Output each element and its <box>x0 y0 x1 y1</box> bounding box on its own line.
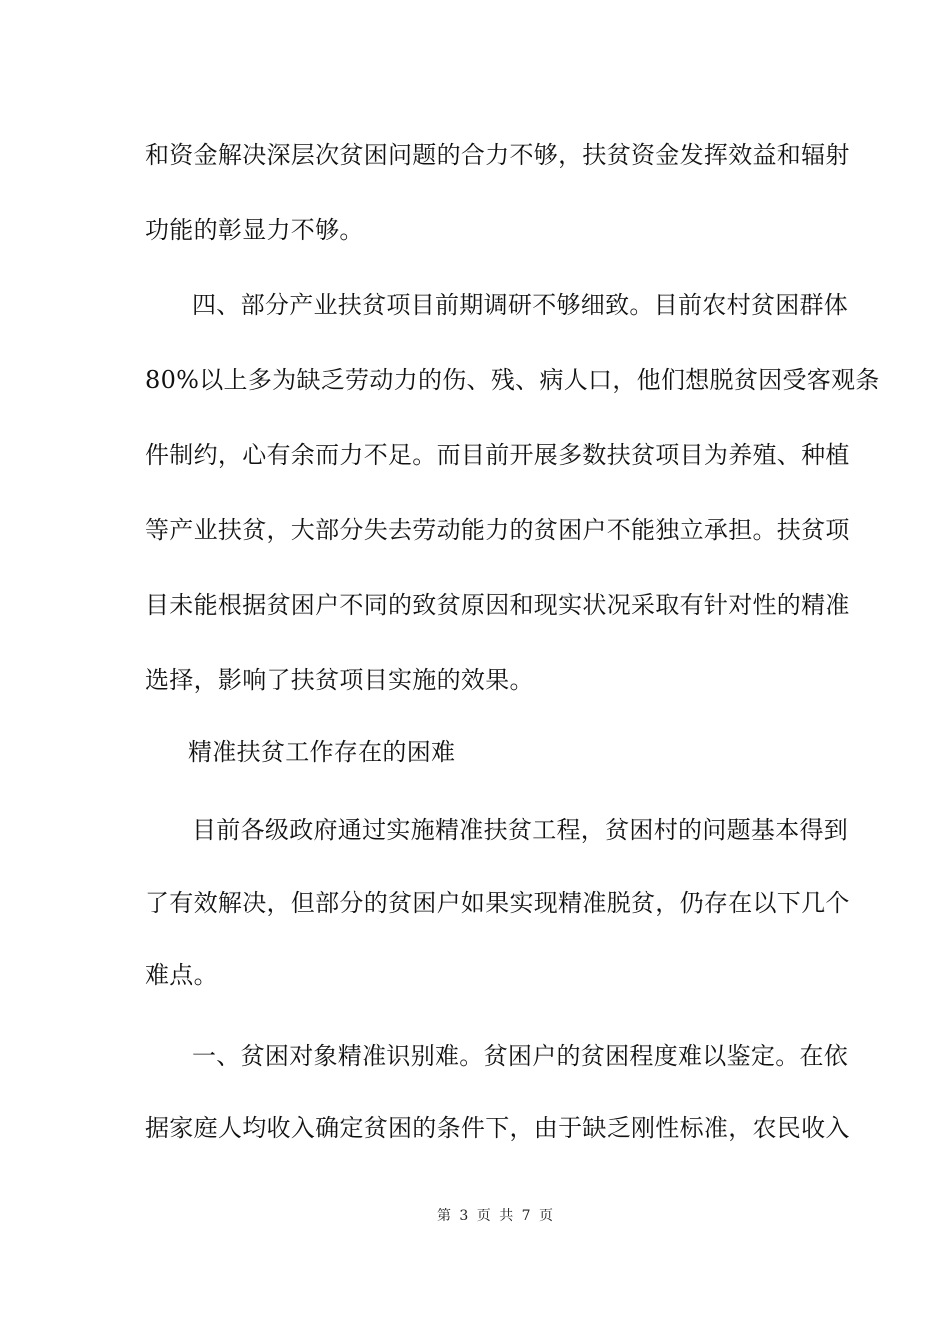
footer-suffix: 页 <box>539 1208 554 1224</box>
paragraph-line-7: 目未能根据贫困户不同的致贫原因和现实状况采取有针对性的精准 <box>145 591 850 619</box>
footer-page-word: 页 <box>476 1208 491 1224</box>
page-footer <box>0 1207 950 1225</box>
paragraph-line-8: 选择，影响了扶贫项目实施的效果。 <box>145 666 534 694</box>
footer-total-pages: 7 <box>521 1208 531 1224</box>
paragraph-line-13: 一、贫困对象精准识别难。贫困户的贫困程度难以鉴定。在依 <box>192 1042 849 1070</box>
paragraph-line-14: 据家庭人均收入确定贫困的条件下，由于缺乏刚性标准，农民收入 <box>145 1114 850 1142</box>
paragraph-line-1: 和资金解决深层次贫困问题的合力不够，扶贫资金发挥效益和辐射 <box>145 141 850 169</box>
paragraph-line-5: 件制约，心有余而力不足。而目前开展多数扶贫项目为养殖、种植 <box>145 441 850 469</box>
footer-total-word: 共 <box>499 1208 514 1224</box>
paragraph-line-11: 了有效解决，但部分的贫困户如果实现精准脱贫，仍存在以下几个 <box>145 889 850 917</box>
footer-current-page: 3 <box>459 1208 469 1224</box>
paragraph-line-6: 等产业扶贫，大部分失去劳动能力的贫困户不能独立承担。扶贫项 <box>145 516 850 544</box>
section-heading: 精准扶贫工作存在的困难 <box>188 738 456 766</box>
paragraph-line-10: 目前各级政府通过实施精准扶贫工程，贫困村的问题基本得到 <box>192 816 849 844</box>
footer-prefix: 第 <box>436 1208 451 1224</box>
paragraph-line-12: 难点。 <box>145 961 218 989</box>
paragraph-line-3: 四、部分产业扶贫项目前期调研不够细致。目前农村贫困群体 <box>192 291 849 319</box>
paragraph-line-2: 功能的彰显力不够。 <box>145 216 364 244</box>
paragraph-line-4: 80%以上多为缺乏劳动力的伤、残、病人口，他们想脱贫因受客观条 <box>145 366 880 394</box>
